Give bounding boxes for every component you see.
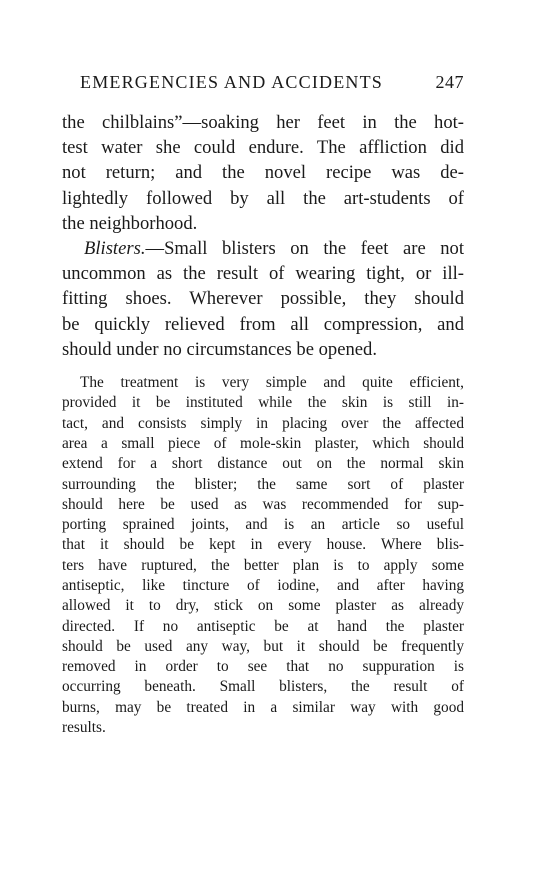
text-line: the neighborhood. [62,212,198,234]
running-head [62,72,464,102]
text-line: that it should be kept in every house. Where blis- [62,536,464,554]
text-line: extend for a short distance out on the normal skin [62,455,464,473]
running-title: EMERGENCIES AND ACCIDENTS [80,72,384,92]
page-number: 247 [435,72,464,92]
text-line: fitting shoes. Wherever possible, they should [62,288,464,310]
text-line: provided it be instituted while the skin is still in- [62,394,464,412]
text-line: The treatment is very simple and quite efficient, [80,374,464,392]
text-line: ters have ruptured, the better plan is to apply some [62,556,464,574]
text-line: lightedly followed by all the art-students of [62,187,464,209]
text-line: uncommon as the result of wearing tight, or ill- [62,263,464,285]
text-line: should under no circumstances be opened. [62,338,377,360]
section-heading-blisters: Blisters. [84,238,146,260]
paragraph-blisters [62,236,464,362]
book-page [62,72,464,738]
text-line: should here be used as was recommended for sup- [62,495,464,513]
text-line: directed. If no antiseptic be at hand the plaster [62,617,464,635]
text-line: burns, may be treated in a similar way with good [62,698,464,716]
text-line: should be used any way, but it should be frequently [62,637,464,655]
text-line: removed in order to see that no suppuration is [62,658,464,676]
text-line: be quickly relieved from all compression, and [62,313,464,335]
text-line [62,236,464,261]
text-line: porting sprained joints, and is an article so useful [62,516,464,534]
text-line: not return; and the novel recipe was de- [62,162,464,184]
text-line: test water she could endure. The affliction did [62,137,464,159]
paragraph-chilblains [62,110,464,236]
text-line: occurring beneath. Small blisters, the result of [62,678,464,696]
text-line: tact, and consists simply in placing over the affected [62,414,464,432]
text-line: antiseptic, like tincture of iodine, and after having [62,577,464,594]
text-line: results. [62,719,106,737]
text-line: surrounding the blister; the same sort of plaster [62,475,464,493]
heading-line-rest: —Small blisters on the feet are not [145,238,464,260]
text-line: allowed it to dry, stick on some plaster as already [62,597,464,615]
text-line: area a small piece of mole-skin plaster, which should [62,434,464,452]
text-line: the chilblains”—soaking her feet in the hot- [62,112,464,133]
main-text [62,110,464,362]
small-print-paragraph [62,373,464,738]
